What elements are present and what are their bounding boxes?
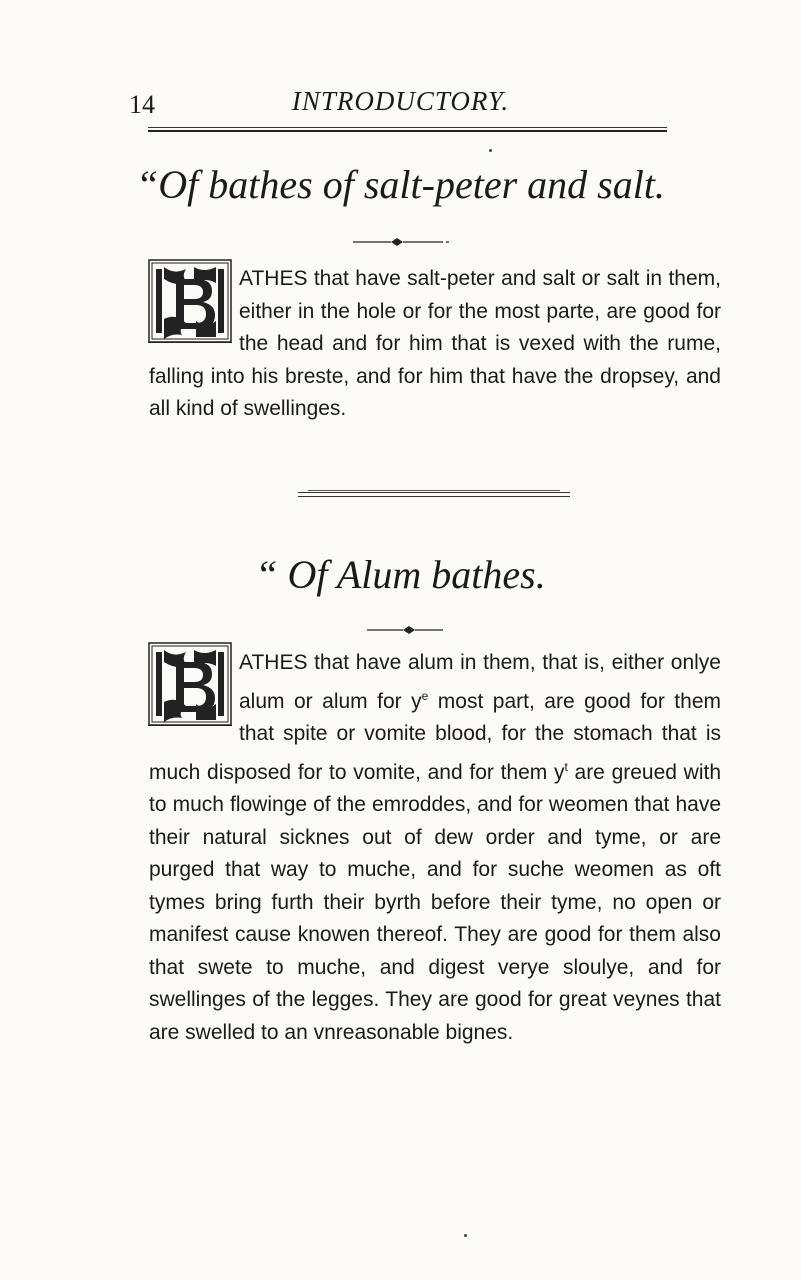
ornament-rule-icon [365, 624, 445, 636]
ornament-rule-icon [351, 236, 451, 248]
paragraph-text: most part, are good for them that spite or vomite blood, for the stomach that is much disposed for to vomite, and for them y [149, 689, 721, 784]
ink-speck [464, 1234, 467, 1237]
superscript: e [421, 688, 429, 703]
paragraph-salt-peter [149, 263, 721, 426]
section-title-alum: “ Of Alum bathes. [255, 552, 546, 597]
header-rule-thick [148, 130, 667, 132]
dropcap-space [149, 263, 239, 357]
paragraph-text: ATHES that have alum in them, that is, either onlye alum or alum for y [239, 651, 721, 713]
ink-speck [489, 149, 492, 152]
paragraph-alum [149, 647, 721, 1049]
divider-double-rule [298, 492, 570, 497]
dropcap-space [149, 647, 239, 741]
paragraph-text: ATHES that have salt-peter and salt or salt in them, either in the hole or for the most parte, are good for the head and for him that is vexed with the rume, falling into his breste, and for him that have the dropsey, and all kind of swellinges. [149, 267, 721, 420]
page-number: 14 [129, 90, 155, 119]
superscript: t [564, 759, 568, 774]
divider-rule-top [308, 490, 560, 491]
section-title-salt-peter: “Of bathes of salt-peter and salt. [136, 162, 665, 207]
running-head: INTRODUCTORY. [291, 86, 510, 116]
header-rule-thin [148, 127, 667, 128]
paragraph-text: are greued with to much flowinge of the emroddes, and for weomen that have their natural sicknes out of dew order and tyme, or are purged that way to muche, and for suche weomen as oft tymes bring furth their byrth before their tyme, no open or manifest cause knowen thereof. They are good for them also that swete to muche, and digest verye sloulye, and for swellinges of the legges. They are good for great veynes that are swelled to an vnreasonable bignes. [149, 760, 722, 1044]
